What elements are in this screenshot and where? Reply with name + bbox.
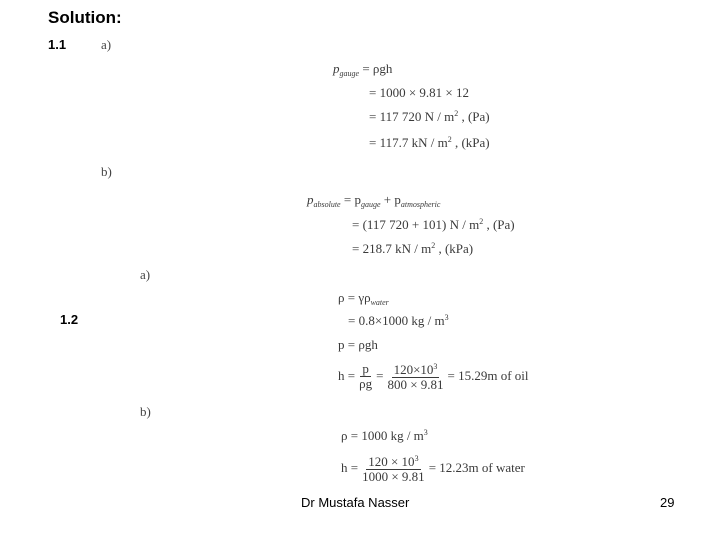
pressure-symbol: p	[333, 61, 340, 76]
fraction-denominator: 1000 × 9.81	[362, 469, 425, 484]
eq-1-1-a-line2: = 1000 × 9.81 × 12	[369, 85, 469, 100]
author-footer: Dr Mustafa Nasser	[301, 495, 410, 510]
eq-lhs: h =	[341, 460, 359, 475]
fraction-numerator	[392, 360, 440, 378]
part-label-1-2-a: a)	[140, 267, 151, 282]
eq-1-1-b-line2	[352, 217, 515, 233]
slide-title: Solution:	[48, 8, 122, 27]
eq-rhs: = p	[343, 192, 361, 207]
eq-unit: , (kPa)	[451, 135, 490, 150]
eq-1-1-b-line3	[352, 241, 473, 257]
fraction-numeric	[385, 360, 445, 392]
gauge-subscript: gauge	[360, 200, 381, 209]
fraction-denominator: ρg	[359, 375, 373, 391]
eq-unit: , (Pa)	[458, 109, 490, 124]
eq-value: = 117 720 N / m	[369, 109, 455, 124]
eq-rhs: = ρgh	[362, 61, 393, 76]
exponent: 3	[423, 428, 428, 437]
eq-equals: =	[376, 368, 384, 383]
fraction-numerator	[366, 452, 420, 470]
eq-1-2-a-line1	[338, 290, 389, 307]
eq-1-1-a-line4	[369, 135, 490, 151]
eq-value: = 117.7 kN / m	[369, 135, 448, 150]
eq-result: = 15.29m of oil	[447, 368, 529, 383]
eq-1-1-a-line3	[369, 109, 490, 125]
eq-plus: + p	[380, 192, 401, 207]
fraction-p-over-rho-g	[357, 362, 374, 391]
exponent: 3	[414, 454, 419, 463]
fraction-numeric	[360, 452, 427, 484]
section-label-1-1: 1.1	[48, 37, 67, 52]
water-subscript: water	[370, 298, 389, 307]
fraction-denominator: 800 × 9.81	[387, 377, 444, 392]
numerator-value: 120×10	[393, 362, 434, 377]
eq-1-2-b-line2	[341, 452, 525, 484]
eq-1-2-b-line1	[341, 428, 428, 444]
part-label-1-1-b: b)	[101, 164, 112, 179]
exponent: 2	[479, 217, 484, 226]
part-label-1-2-b: b)	[140, 404, 151, 419]
eq-1-2-a-line4	[338, 360, 529, 392]
exponent: 3	[444, 313, 449, 322]
eq-lhs: ρ = γρ	[338, 290, 371, 305]
part-label-1-1-a: a)	[101, 37, 112, 52]
eq-value: = 0.8×1000 kg / m	[348, 313, 445, 328]
atmospheric-subscript: atmospheric	[400, 200, 441, 209]
exponent: 2	[431, 241, 436, 250]
eq-1-2-a-line3: p = ρgh	[338, 337, 378, 352]
eq-unit: , (kPa)	[435, 241, 474, 256]
fraction-numerator: p	[362, 360, 369, 376]
exponent: 2	[454, 109, 459, 118]
eq-1-2-a-line2	[348, 313, 449, 329]
page-number: 29	[660, 495, 675, 510]
absolute-subscript: absolute	[313, 200, 341, 209]
exponent: 2	[447, 135, 452, 144]
numerator-value: 120 × 10	[368, 454, 415, 469]
exponent: 3	[433, 362, 438, 371]
eq-unit: , (Pa)	[483, 217, 515, 232]
pressure-symbol: p	[307, 192, 314, 207]
section-label-1-2: 1.2	[60, 312, 79, 327]
eq-1-1-b-line1	[307, 192, 440, 209]
eq-1-1-a-line1	[333, 61, 392, 78]
eq-value: ρ = 1000 kg / m	[341, 428, 424, 443]
eq-result: = 12.23m of water	[428, 460, 525, 475]
eq-value: = (117 720 + 101) N / m	[352, 217, 480, 232]
eq-lhs: h =	[338, 368, 356, 383]
eq-value: = 218.7 kN / m	[352, 241, 432, 256]
gauge-subscript: gauge	[339, 69, 360, 78]
